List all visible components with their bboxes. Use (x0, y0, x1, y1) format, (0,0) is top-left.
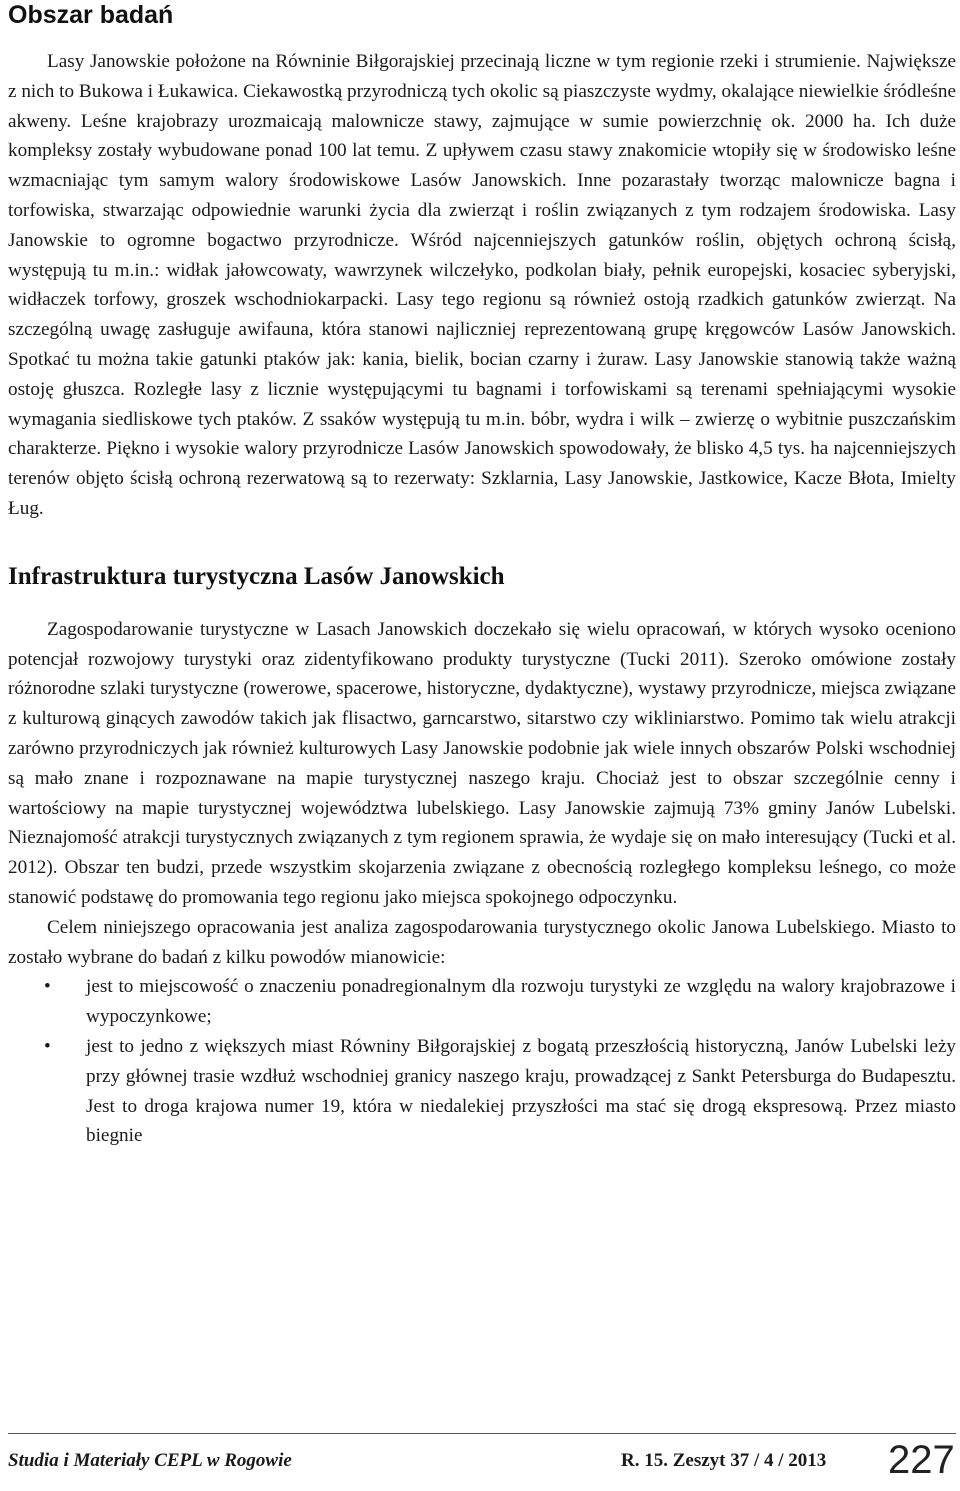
list-item (8, 972, 956, 1032)
footer-divider (8, 1433, 956, 1434)
reasons-list (8, 972, 956, 1151)
bullet-marker: • (44, 1035, 51, 1057)
page-content (8, 0, 956, 1151)
footer-journal-title: Studia i Materiały CEPL w Rogowie (8, 1450, 292, 1471)
bullet-marker: • (44, 976, 51, 998)
infrastructure-paragraph-1: Zagospodarowanie turystyczne w Lasach Janowskich doczekało się wielu opracowań, w których wysoko oceniono potencjał rozwojowy turystyki oraz zidentyfikowano produkty turystyczne (Tucki 2011). Szeroko omówione zostały różnorodne szlaki turystyczne (rowerowe, spacerowe, historyczne, dydaktyczne), wystawy przyrodnicze, miejsca związane z kulturową ginących zawodów takich jak flisactwo, garncarstwo, sitarstwo czy wikliniarstwo. Pomimo tak wielu atrakcji zarówno przyrodniczych jak również kulturowych Lasy Janowskie podobnie jak wiele innych obszarów Polski wschodniej są mało znane i rozpoznawane na mapie turystycznej naszego kraju. Chociaż jest to obszar szczególnie cenny i wartościowy na mapie turystycznej województwa lubelskiego. Lasy Janowskie zajmują 73% gminy Janów Lubelski. Nieznajomość atrakcji turystycznych związanych z tym regionem sprawia, że wydaje się on mało interesujący (Tucki et al. 2012). Obszar ten budzi, przede wszystkim skojarzenia związane z obecnością rozległego kompleksu leśnego, co może stanowić podstawę do promowania tego regionu jako miejsca spokojnego odpoczynku. (8, 618, 956, 908)
infrastructure-paragraph-2: Celem niniejszego opracowania jest analiza zagospodarowania turystycznego okolic Janowa Lubelskiego. Miasto to zostało wybrane do badań z kilku powodów mianowicie: (8, 916, 956, 968)
list-item-text: jest to jedno z większych miast Równiny Biłgorajskiej z bogatą przeszłością historyczną, Janów Lubelski leży przy głównej trasie wzdłuż wschodniej granicy naszego kraju, prowadzącej z Sankt Petersburga do Budapesztu. Jest to droga krajowa numer 19, która w niedalekiej przyszłości ma stać się drogą ekspresową. Przez miasto biegnie (86, 1035, 956, 1147)
page-number: 227 (888, 1438, 955, 1482)
study-area-paragraph: Lasy Janowskie położone na Równinie Biłgorajskiej przecinają liczne w tym regionie rzeki i strumienie. Największe z nich to Bukowa i Łukawica. Ciekawostką przyrodniczą tych okolic są piaszczyste wydmy, okalające niewielkie śródleśne akweny. Leśne krajobrazy urozmaicają malownicze stawy, zajmujące w sumie powierzchnię ok. 2000 ha. Ich duże kompleksy zostały wybudowane ponad 100 lat temu. Z upływem czasu stawy znakomicie wtopiły się w środowisko leśne wzmacniając tym samym walory środowiskowe Lasów Janowskich. Inne pozarastały tworząc malownicze bagna i torfowiska, stwarzając odpowiednie warunki życia dla zwierząt i roślin związanych z tym rodzajem środowiska. Lasy Janowskie to ogromne bogactwo przyrodnicze. Wśród najcenniejszych gatunków roślin, objętych ochroną ścisłą, występują tu m.in.: widłak jałowcowaty, wawrzynek wilczełyko, podkolan biały, pełnik europejski, kosaciec syberyjski, widłaczek torfowy, groszek wschodniokarpacki. Lasy tego regionu są również ostoją rzadkich gatunków zwierząt. Na szczególną uwagę zasługuje awifauna, która stanowi najliczniej reprezentowaną grupę kręgowców Lasów Janowskich. Spotkać tu można takie gatunki ptaków jak: kania, bielik, bocian czarny i żuraw. Lasy Janowskie stanowią także ważną ostoję głuszca. Rozległe lasy z licznie występującymi tu bagnami i torfowiskami są terenami spełniającymi wysokie wymagania siedliskowe tych ptaków. Z ssaków występują tu m.in. bóbr, wydra i wilk – zwierzę o wybitnie puszczańskim charakterze. Piękno i wysokie walory przyrodnicze Lasów Janowskich spowodowały, że blisko 4,5 tys. ha najcenniejszych terenów objęto ścisłą ochroną rezerwatową są to rezerwaty: Szklarnia, Lasy Janowskie, Jastkowice, Kacze Błota, Imielty Ług. (8, 51, 956, 519)
list-item-text: jest to miejscowość o znaczeniu ponadregionalnym dla rozwoju turystyki ze względu na walory krajobrazowe i wypoczynkowe; (86, 976, 956, 1028)
list-item (8, 1032, 956, 1151)
footer-issue-info: R. 15. Zeszyt 37 / 4 / 2013 (621, 1450, 827, 1471)
section-title-study-area: Obszar badań (8, 1, 174, 29)
section-title-tourist-infrastructure: Infrastruktura turystyczna Lasów Janowskich (8, 562, 505, 590)
